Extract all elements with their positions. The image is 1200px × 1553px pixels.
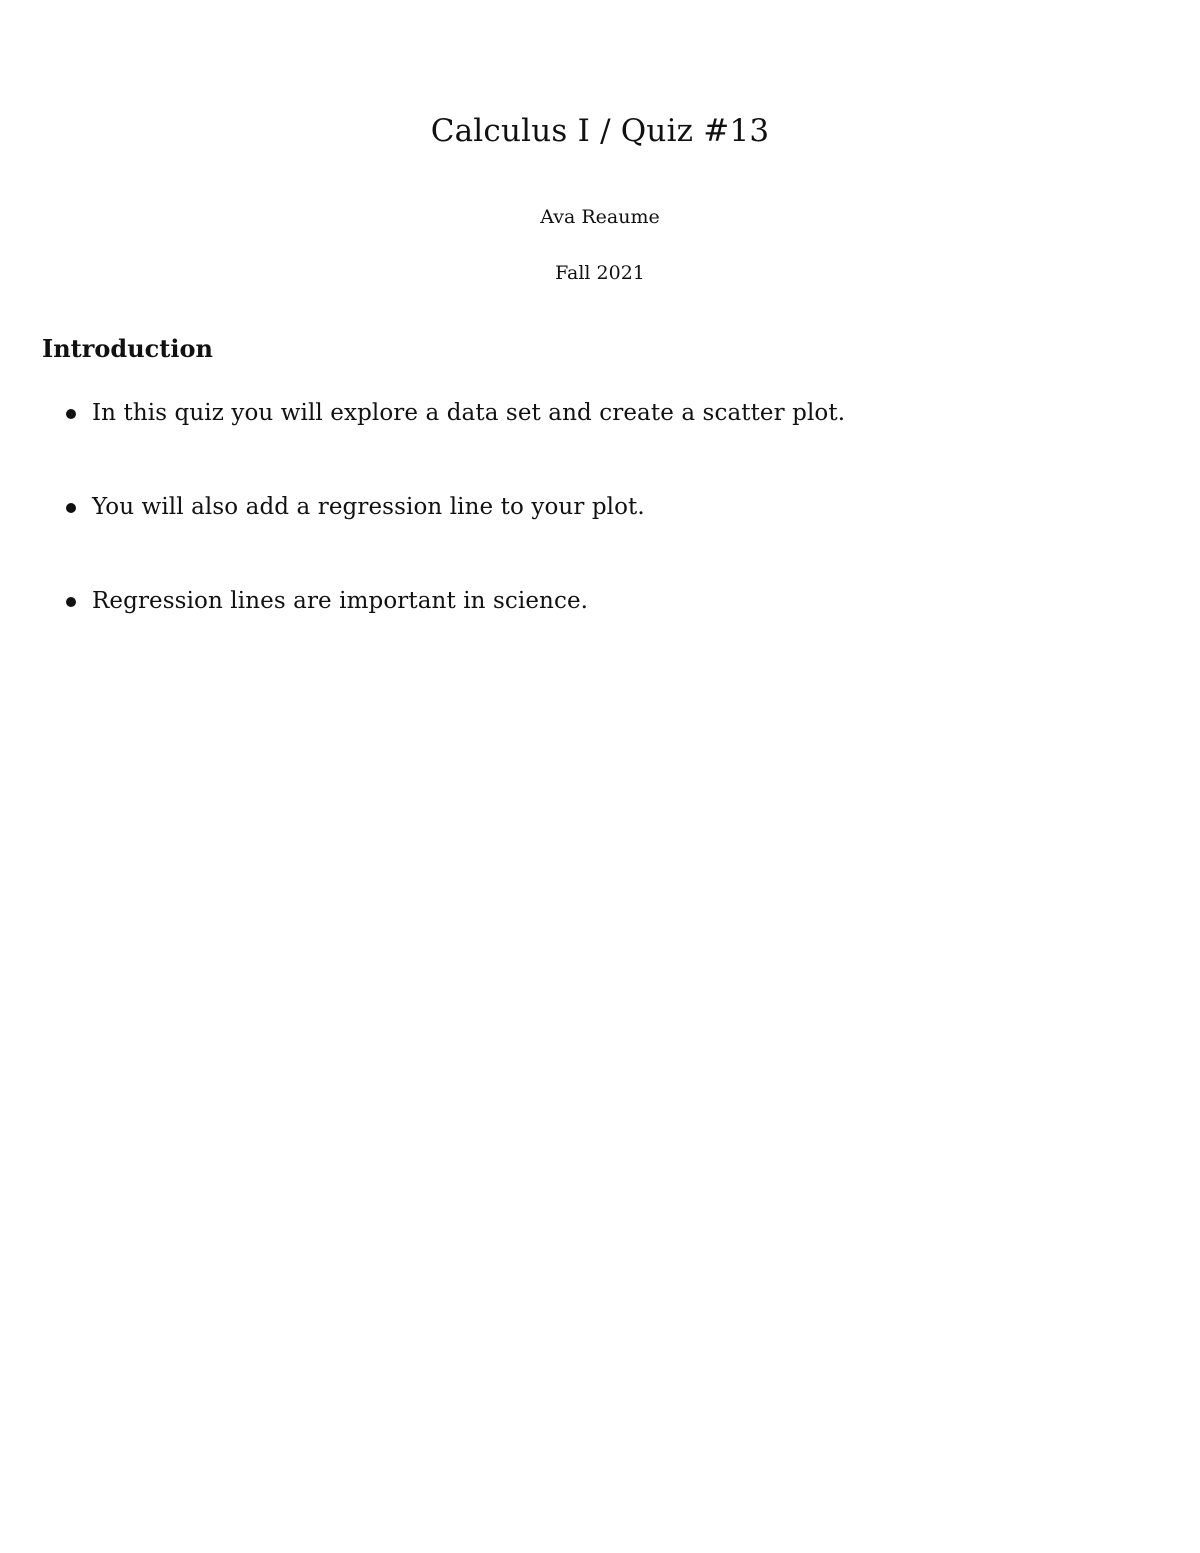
list-item-text: In this quiz you will explore a data set and create a scatter plot.	[92, 400, 846, 426]
document-date: Fall 2021	[555, 262, 645, 284]
bullet-icon	[66, 503, 76, 513]
document-title: Calculus I / Quiz #13	[430, 113, 770, 149]
list-item	[66, 584, 1146, 618]
list-item	[66, 396, 1146, 430]
document-author: Ava Reaume	[540, 206, 660, 228]
bullet-icon	[66, 597, 76, 607]
list-item-text: You will also add a regression line to your plot.	[92, 494, 645, 520]
bullet-icon	[66, 409, 76, 419]
list-item-text: Regression lines are important in science.	[92, 588, 589, 614]
introduction-bullet-list	[66, 396, 1146, 678]
list-item	[66, 490, 1146, 524]
section-heading-introduction: Introduction	[42, 334, 213, 363]
